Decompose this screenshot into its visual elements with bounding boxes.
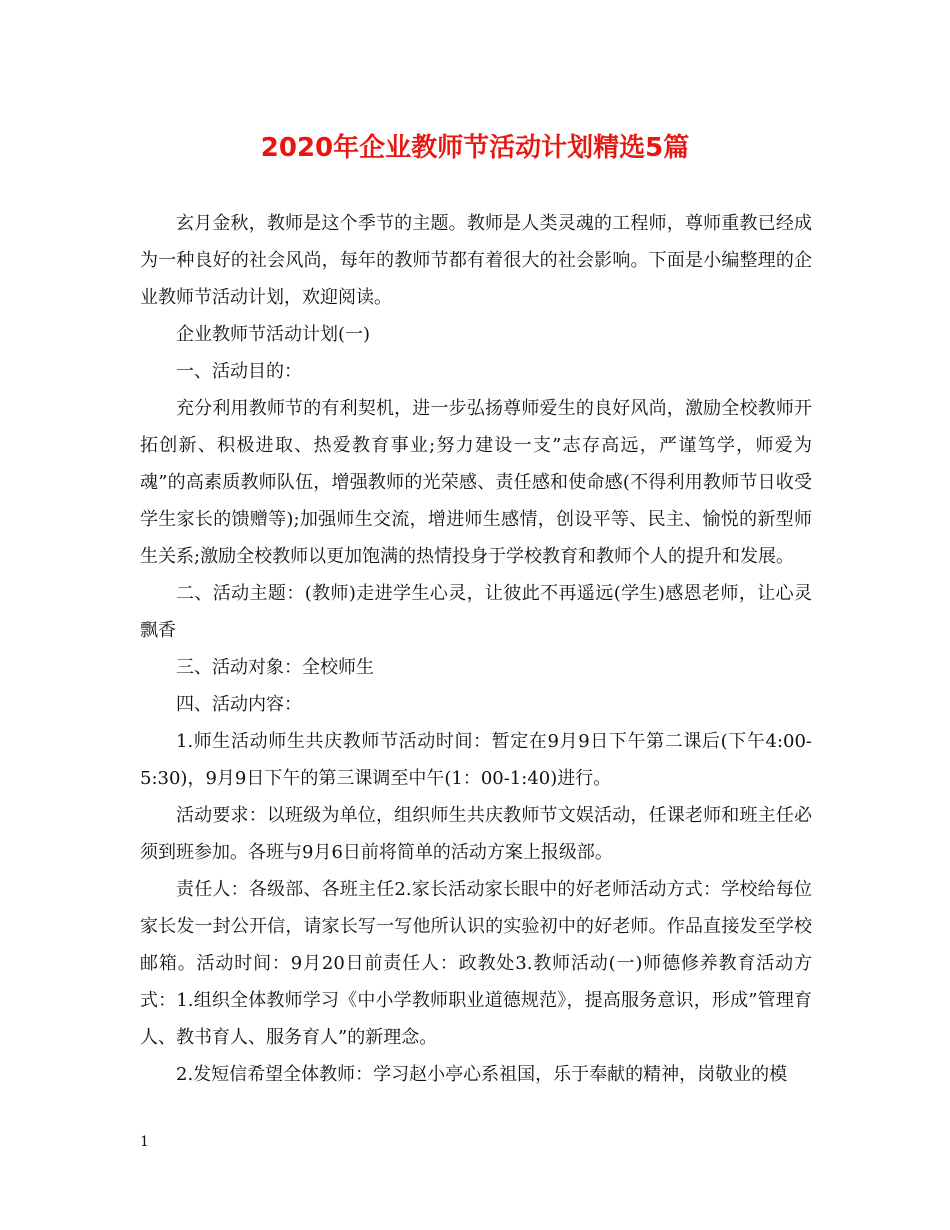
paragraph-intro: 玄月金秋，教师是这个季节的主题。教师是人类灵魂的工程师，尊师重教已经成为一种良好的社会风尚，每年的教师节都有着很大的社会影响。下面是小编整理的企业教师节活动计划，欢迎阅读。 <box>140 213 812 308</box>
paragraph-section-content: 四、活动内容： <box>176 694 302 715</box>
paragraph-section-purpose: 一、活动目的： <box>176 361 302 382</box>
paragraph-activity-1: 1.师生活动师生共庆教师节活动时间：暂定在9月9日下午第二课后(下午4:00-5:30)，9月9日下午的第三课调至中午(1：00-1:40)进行。 <box>140 731 812 789</box>
paragraph-requirements: 活动要求：以班级为单位，组织师生共庆教师节文娱活动，任课老师和班主任必须到班参加。各班与9月6日前将简单的活动方案上报级部。 <box>140 805 812 863</box>
document-title: 2020年企业教师节活动计划精选5篇 <box>260 133 690 163</box>
paragraph-audience: 三、活动对象：全校师生 <box>176 657 374 678</box>
paragraph-responsible: 责任人：各级部、各班主任2.家长活动家长眼中的好老师活动方式：学校给每位家长发一封公开信，请家长写一写他所认识的实验初中的好老师。作品直接发至学校邮箱。活动时间：9月20日前责任人：政教处3.教师活动(一)师德修养教育活动方式：1.组织全体教师学习《中小学教师职业道德规范》，提高服务意识，形成”管理育人、教书育人、服务育人”的新理念。 <box>140 879 812 1048</box>
page-number: 1 <box>140 1134 149 1150</box>
paragraph-sms: 2.发短信希望全体教师：学习赵小亭心系祖国，乐于奉献的精神，岗敬业的模 <box>176 1064 788 1085</box>
paragraph-theme: 二、活动主题：(教师)走进学生心灵，让彼此不再遥远(学生)感恩老师，让心灵飘香 <box>140 583 812 641</box>
paragraph-plan-heading: 企业教师节活动计划(一) <box>176 324 371 345</box>
document-body <box>140 205 812 1093</box>
paragraph-purpose-text: 充分利用教师节的有利契机，进一步弘扬尊师爱生的良好风尚，激励全校教师开拓创新、积极进取、热爱教育事业;努力建设一支”志存高远，严谨笃学，师爱为魂”的高素质教师队伍，增强教师的光荣感、责任感和使命感(不得利用教师节日收受学生家长的馈赠等);加强师生交流，增进师生感情，创设平等、民主、愉悦的新型师生关系;激励全校教师以更加饱满的热情投身于学校教育和教师个人的提升和发展。 <box>140 398 812 567</box>
